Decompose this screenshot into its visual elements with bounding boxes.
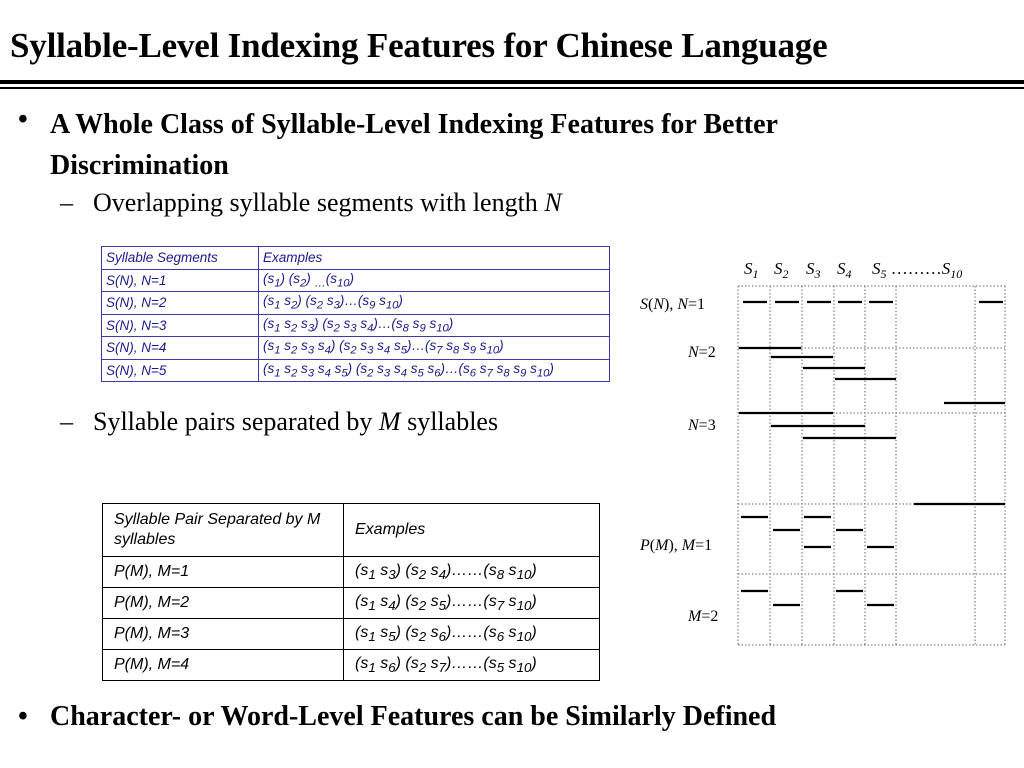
- sub-bullet-2-text: Syllable pairs separated by: [93, 407, 379, 436]
- header-s5-s10: $S_5$ $\dots\dots\dots S_{10}$: [872, 259, 963, 281]
- diagram-segments: [739, 302, 1005, 605]
- table-cell: ($s_1$ $s_2$ $s_3$ $s_4$ $s_5$) ($s_2$ $s_3$ $s_4$ $s_5$ $s_6)\dots(s_6$ $s_7$ $s_8$ $s_9$ $s_{10}$): [259, 359, 610, 382]
- table-cell: ($s_1$ $s_2$ $s_3$) ($s_2$ $s_3$ $s_4)\dots(s_8$ $s_9$ $s_{10}$): [259, 314, 610, 337]
- sub-bullet-1-text: Overlapping syllable segments with length: [93, 188, 545, 217]
- table-cell: S(N), N=4: [102, 337, 259, 360]
- bullet-dot: •: [18, 701, 28, 732]
- table-cell: ($s_1$ $s_2$ $s_3$ $s_4$) ($s_2$ $s_3$ $s_4$ $s_5)\dots(s_7$ $s_8$ $s_9$ $s_{10}$): [259, 337, 610, 360]
- bullet-1-text: A Whole Class of Syllable-Level Indexing Features for Better Discrimination: [50, 109, 778, 181]
- var-n: N: [544, 188, 562, 217]
- diagram-grid: [738, 286, 1005, 645]
- label-pm-m1: P(M), M=1: [640, 537, 713, 554]
- table-cell: P(M), M=1: [103, 557, 344, 588]
- label-n2: N=2: [688, 344, 716, 361]
- table-cell: P(M), M=2: [103, 588, 344, 619]
- header-s2: $S_2$: [774, 259, 789, 281]
- table-cell: ($s_1$ $s_5$) ($s_2$ $s_6)\dots\dots(s_6$ $s_{10}$): [344, 619, 600, 650]
- table-cell: ($s_1$ $s_6$) ($s_2$ $s_7)\dots\dots(s_5$ $s_{10}$): [344, 650, 600, 681]
- table-cell: ($s_1$ $s_4$) ($s_2$ $s_5)\dots\dots(s_7$ $s_{10}$): [344, 588, 600, 619]
- bullet-3-text: Character- or Word-Level Features can be Similarly Defined: [50, 701, 777, 732]
- table-cell: S(N), N=2: [102, 292, 259, 315]
- table-header-cell: Syllable Segments: [102, 247, 259, 270]
- header-s3: $S_3$: [806, 259, 821, 281]
- header-s4: $S_4$: [837, 259, 852, 281]
- table-header-cell: Syllable Pair Separated by M syllables: [103, 504, 344, 557]
- header-s1: $S_1$: [744, 259, 759, 281]
- table-cell: ($s_1$ $s_2$) ($s_2$ $s_3)\dots(s_9$ $s_{10}$): [259, 292, 610, 315]
- table-cell: P(M), M=3: [103, 619, 344, 650]
- label-sn-n1: S(N), N=1: [640, 296, 706, 313]
- table-cell: S(N), N=3: [102, 314, 259, 337]
- slide-title: Syllable-Level Indexing Features for Chinese Language: [10, 26, 828, 65]
- table-cell: P(M), M=4: [103, 650, 344, 681]
- table-cell: ($s_1$ $s_3$) ($s_2$ $s_4)\dots\dots(s_8$ $s_{10}$): [344, 557, 600, 588]
- sub-dash: –: [60, 188, 73, 217]
- table-header-cell: Examples: [259, 247, 610, 270]
- table-header-cell: Examples: [344, 504, 600, 557]
- bullet-dot: •: [18, 104, 28, 135]
- label-m2: M=2: [688, 608, 719, 625]
- table-cell: $(s_1)$ $(s_2)$ $_\dots(s_{10})$: [259, 269, 610, 292]
- bullet-3: [18, 701, 777, 733]
- table-cell: S(N), N=5: [102, 359, 259, 382]
- table-cell: S(N), N=1: [102, 269, 259, 292]
- label-n3: N=3: [688, 417, 716, 434]
- sub-bullet-2-text-after: syllables: [400, 407, 499, 436]
- var-m: M: [378, 407, 401, 436]
- sub-dash: –: [60, 407, 73, 436]
